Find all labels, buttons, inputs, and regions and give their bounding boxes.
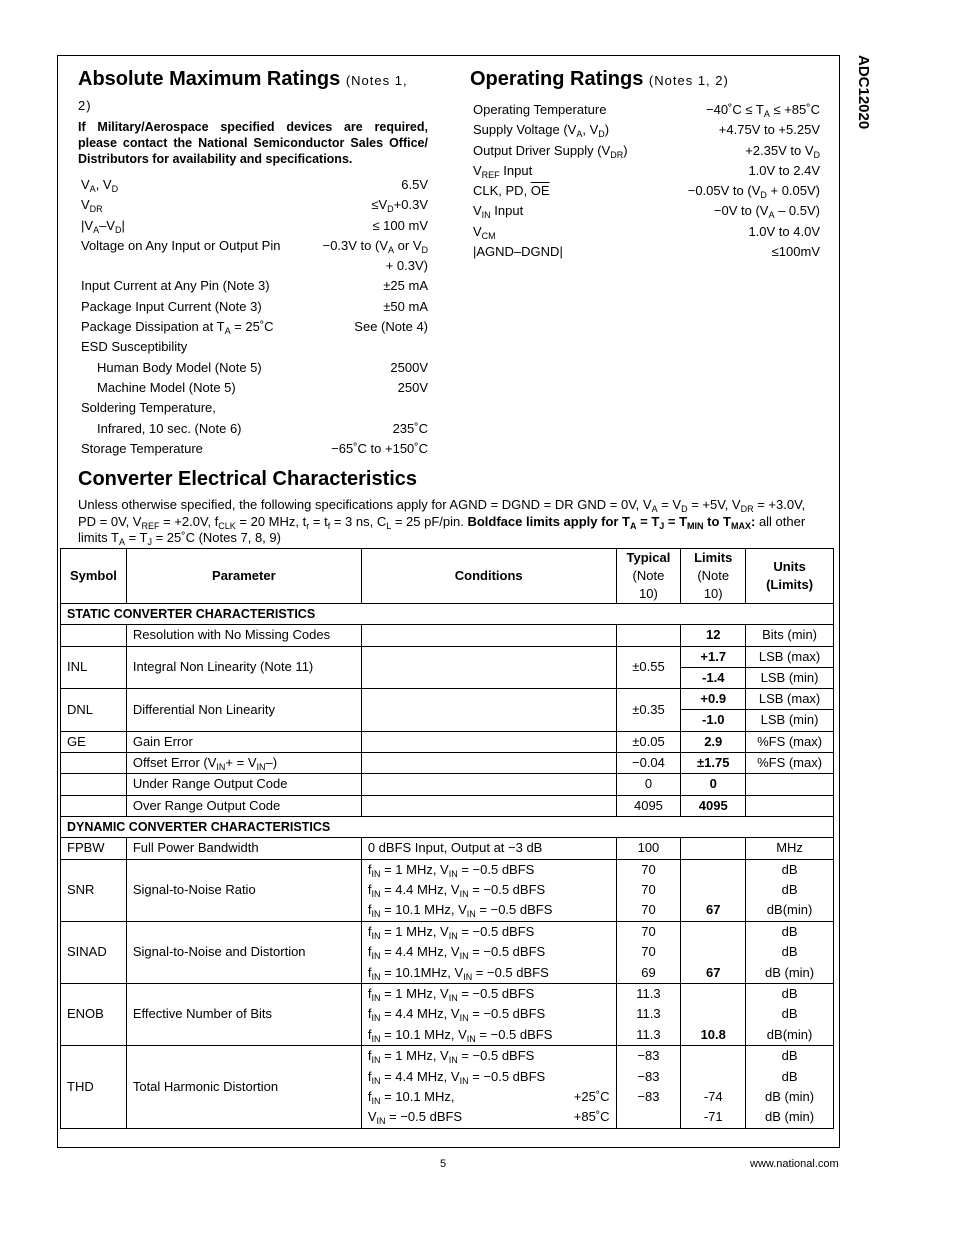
cell-line <box>687 984 739 1004</box>
table-row: INL Integral Non Linearity (Note 11) ±0.55 +1.7 LSB (max) <box>61 646 834 667</box>
rating-row <box>78 175 428 195</box>
rating-list <box>470 100 820 262</box>
condition-line: $f_{IN} = 4.4$ MHz, $V_{IN} = -0.5$ dBFS <box>367 1006 546 1024</box>
rating-value: +2.35V to $V_D$ <box>745 142 820 160</box>
table-row: ENOB Effective Number of Bits $f_{IN} = 1$ MHz, $V_{IN} = -0.5$ dBFS $f_{IN} = 4.4$ MHz, $V_{IN} = -0.5$ dBFS $f_{IN} = 10.1$ MHz, $V_{IN} = -0.5$ dBFS 11.3 11.3 11.3 10.8 dB dB dB(min) <box>61 984 834 1046</box>
rating-value: 1.0V to 4.0V <box>748 223 820 239</box>
rating-label: Voltage on Any Input or Output Pin <box>81 237 281 253</box>
cell-line: dB <box>781 944 798 960</box>
cell-line: 70 <box>641 881 656 897</box>
rating-value: −0V to $(V_A - 0.5V)$ <box>713 203 820 221</box>
rating-row <box>78 317 428 337</box>
condition-line: $f_{IN} = 1$ MHz, $V_{IN} = -0.5$ dBFS <box>367 923 535 941</box>
rating-value: ≤ 100 mV <box>372 217 428 233</box>
rating-label: Package Dissipation at $T_A$ = 25˚C <box>81 319 274 337</box>
rating-label: Input Current at Any Pin (Note 3) <box>81 278 270 294</box>
rating-row <box>78 358 428 378</box>
cell-line: 70 <box>641 944 656 960</box>
rating-value: +4.75V to +5.25V <box>718 122 820 138</box>
header-symbol: Symbol <box>61 549 127 604</box>
table-row: FPBW Full Power Bandwidth 0 dBFS Input, Output at −3 dB 100 MHz <box>61 838 834 859</box>
rating-label: Storage Temperature <box>81 440 203 456</box>
cell-line <box>687 1046 739 1066</box>
rating-row <box>78 216 428 236</box>
rating-label: Operating Temperature <box>473 102 607 117</box>
rating-value: 250V <box>397 379 428 395</box>
condition-line: $f_{IN} = 4.4$ MHz, $V_{IN} = -0.5$ dBFS <box>367 1068 546 1086</box>
cell-line: dB <box>781 881 798 897</box>
rating-value: 235˚C <box>392 420 428 436</box>
rating-label: $V_{IN}$ Input <box>473 203 524 221</box>
rating-label: $V_{CM}$ <box>473 223 496 241</box>
cell-line: 70 <box>641 923 656 939</box>
cell-line <box>687 1004 739 1024</box>
rating-value: $\le V_D+0.3V$ <box>371 197 428 215</box>
rating-label: $V_{DR}$ <box>81 197 103 215</box>
cell-line: 11.3 <box>636 1026 661 1042</box>
cell-line <box>687 1067 739 1087</box>
cell-line: 10.8 <box>700 1026 726 1042</box>
rating-row <box>470 141 820 161</box>
table-row: DNL Differential Non Linearity ±0.35 +0.9 LSB (max) <box>61 689 834 710</box>
rating-label: Machine Model (Note 5) <box>97 379 236 395</box>
rating-value: ±25 mA <box>383 278 428 294</box>
rating-value: 6.5V <box>401 177 428 192</box>
rating-label: Human Body Model (Note 5) <box>97 359 262 375</box>
rating-row <box>470 120 820 140</box>
section-row: DYNAMIC CONVERTER CHARACTERISTICS <box>61 816 834 837</box>
rating-label: $|V_A-V_D|$ <box>81 217 125 235</box>
rating-label: ESD Susceptibility <box>81 339 188 355</box>
rating-label: CLK, PD, $\overline{OE}$ <box>473 183 550 199</box>
rating-value: −65˚C to +150˚C <box>331 440 428 456</box>
header-conditions: Conditions <box>361 549 616 604</box>
cell-line: 11.3 <box>636 1006 661 1022</box>
cell-line: 70 <box>641 902 656 918</box>
notes-reference: 2) <box>78 98 92 113</box>
cell-line: dB <box>781 986 798 1001</box>
table-row: -1.4 LSB (min) <box>61 667 834 688</box>
conditions-intro: Unless otherwise specified, the following specifications apply for AGND = DGND = DR GND = 0V, $V_A = V_D = +5V$, $V_{DR} = +3.0V$, PD = 0V, $V_{REF} = +2.0V$, $f_{CLK} = 20$ MHz, $t_r = t_f = 3$ ns, $C_L = 25$ pF/pin. Boldface limits apply for $T_A = T_J = T_{MIN}$ to $T_{MAX}$: all other limits $T_A = T_J$ = 25˚C (Notes 7, 8, 9) <box>78 497 806 547</box>
condition-line: $f_{IN} = 1$ MHz, $V_{IN} = -0.5$ dBFS <box>367 986 535 1003</box>
rating-row <box>78 439 428 459</box>
cell-line: 69 <box>641 964 656 980</box>
rating-row <box>78 195 428 215</box>
cell-line: dB <box>781 861 798 877</box>
rating-row <box>470 161 820 181</box>
condition-line: $f_{IN} = 4.4$ MHz, $V_{IN} = -0.5$ dBFS <box>367 881 546 899</box>
table-row: Under Range Output Code 0 0 <box>61 774 834 795</box>
condition-line: $f_{IN} = 10.1$ MHz, $V_{IN} = -0.5$ dBFS <box>367 1026 553 1044</box>
condition-line: $f_{IN} = 10.1$ MHz, $V_{IN} = -0.5$ dBFS <box>367 902 553 920</box>
cell-line: dB <box>781 1048 798 1064</box>
cell-line <box>623 1107 675 1127</box>
rating-value: −0.3V to ($V_A$ or $V_D$ + 0.3V) <box>322 237 428 274</box>
cell-line: 67 <box>706 902 721 918</box>
rating-row <box>78 337 428 357</box>
table-row: GE Gain Error ±0.05 2.9 %FS (max) <box>61 731 834 752</box>
header-limits: Limits (Note 10) <box>681 549 746 604</box>
table-row: SINAD Signal-to-Noise and Distortion $f_{IN} = 1$ MHz, $V_{IN} = -0.5$ dBFS $f_{IN} = 4.4$ MHz, $V_{IN} = -0.5$ dBFS $f_{IN} = 10.1MHz$, $V_{IN} = -0.5$ dBFS 70 70 69 67 dB dB dB (min) <box>61 921 834 983</box>
spec-table <box>60 548 834 1129</box>
rating-row <box>470 100 820 120</box>
rating-row <box>470 242 820 262</box>
rating-label: Soldering Temperature, <box>81 400 216 416</box>
cell-line: dB (min) <box>765 1089 815 1105</box>
cell-line: -74 <box>703 1089 723 1105</box>
footer-url[interactable]: www.national.com <box>750 1158 839 1170</box>
rating-label: Infrared, 10 sec. (Note 6) <box>97 420 242 436</box>
rating-list <box>78 175 428 459</box>
operating-ratings-section <box>470 66 820 262</box>
rating-row <box>78 297 428 317</box>
cell-line: −83 <box>637 1068 660 1084</box>
cell-line: dB(min) <box>766 902 813 918</box>
cell-line: dB <box>781 1006 798 1022</box>
table-row: Resolution with No Missing Codes 12 Bits (min) <box>61 625 834 646</box>
rating-row <box>78 236 428 277</box>
converter-characteristics-section <box>78 465 818 547</box>
cell-line: dB (min) <box>765 964 815 980</box>
section-title: Absolute Maximum Ratings (Notes 1, <box>78 68 408 90</box>
table-row: THD Total Harmonic Distortion $f_{IN} = 1$ MHz, $V_{IN} = -0.5$ dBFS $f_{IN} = 4.4$ MHz, $V_{IN} = -0.5$ dBFS $f_{IN} = 10.1$ MHz, +25˚C $V_{IN} = -0.5$ dBFS +85˚C −83 −83 −83 -74 -71 dB dB dB (min) dB (min) <box>61 1046 834 1129</box>
condition-line: $f_{IN} = 4.4$ MHz, $V_{IN} = -0.5$ dBFS <box>367 944 546 962</box>
rating-value: −0.05V to $(V_D + 0.05V)$ <box>687 183 820 201</box>
condition-line: $f_{IN} = 1$ MHz, $V_{IN} = -0.5$ dBFS <box>367 1048 535 1066</box>
cell-line: −83 <box>637 1089 660 1105</box>
rating-value: 1.0V to 2.4V <box>748 162 820 178</box>
rating-label: Output Driver Supply $(V_{DR})$ <box>473 142 628 160</box>
cell-line <box>687 860 739 880</box>
table-row: Over Range Output Code 4095 4095 <box>61 795 834 816</box>
rating-value: −40˚C ≤ $T_A$ ≤ +85˚C <box>706 102 820 119</box>
header-units: Units (Limits) <box>746 549 834 604</box>
cell-line: dB <box>781 1068 798 1084</box>
condition-line: $f_{IN} = 10.1MHz$, $V_{IN} = -0.5$ dBFS <box>367 964 549 982</box>
condition-line: $f_{IN} = 1$ MHz, $V_{IN} = -0.5$ dBFS <box>367 861 535 879</box>
rating-label: Supply Voltage ($V_A$, $V_D$) <box>473 122 610 140</box>
cell-line: dB(min) <box>766 1026 813 1042</box>
section-row: STATIC CONVERTER CHARACTERISTICS <box>61 604 834 625</box>
rating-label: $V_{REF}$ Input <box>473 162 533 180</box>
rating-value: 2500V <box>390 359 428 375</box>
rating-label: $V_A$, $V_D$ <box>81 177 119 194</box>
cell-line: dB <box>781 923 798 939</box>
table-row: -1.0 LSB (min) <box>61 710 834 731</box>
header-typical: Typical (Note 10) <box>616 549 681 604</box>
military-warning: If Military/Aerospace specified devices are required, please contact the National Semiconductor Sales Office/ Distributors for availability and specifications. <box>78 120 428 166</box>
header-parameter: Parameter <box>126 549 361 604</box>
rating-row <box>470 222 820 242</box>
section-title: Operating Ratings (Notes 1, 2) <box>470 68 729 90</box>
rating-row <box>78 378 428 398</box>
page-number: 5 <box>440 1158 447 1170</box>
table-row: Offset Error $(V_{IN}+ = V_{IN}-)$ −0.04 ±1.75 %FS (max) <box>61 753 834 774</box>
rating-row <box>470 201 820 221</box>
rating-label: |AGND–DGND| <box>473 244 563 260</box>
rating-value: ≤100mV <box>771 244 820 260</box>
rating-row <box>78 276 428 296</box>
table-header-row <box>61 549 834 604</box>
rating-value: See (Note 4) <box>354 319 428 335</box>
rating-row <box>78 419 428 439</box>
cell-line <box>687 942 739 962</box>
rating-row <box>470 181 820 201</box>
rating-row <box>78 398 428 418</box>
cell-line: dB (min) <box>765 1109 815 1125</box>
rating-value: ±50 mA <box>383 298 428 314</box>
cell-line: 70 <box>641 861 656 877</box>
cell-line: 11.3 <box>636 986 661 1001</box>
cell-line <box>687 922 739 942</box>
cell-line: −83 <box>637 1048 660 1064</box>
rating-label: Package Input Current (Note 3) <box>81 298 262 314</box>
section-title: Converter Electrical Characteristics <box>78 468 418 490</box>
cell-line <box>687 880 739 900</box>
cell-line: -71 <box>703 1109 723 1125</box>
table-row: SNR Signal-to-Noise Ratio $f_{IN} = 1$ MHz, $V_{IN} = -0.5$ dBFS $f_{IN} = 4.4$ MHz, $V_{IN} = -0.5$ dBFS $f_{IN} = 10.1$ MHz, $V_{IN} = -0.5$ dBFS 70 70 70 67 dB dB dB(min) <box>61 859 834 921</box>
cell-line: 67 <box>706 964 721 980</box>
absolute-maximum-ratings-section <box>78 66 428 459</box>
part-number-sidebar: ADC12020 <box>855 55 872 130</box>
